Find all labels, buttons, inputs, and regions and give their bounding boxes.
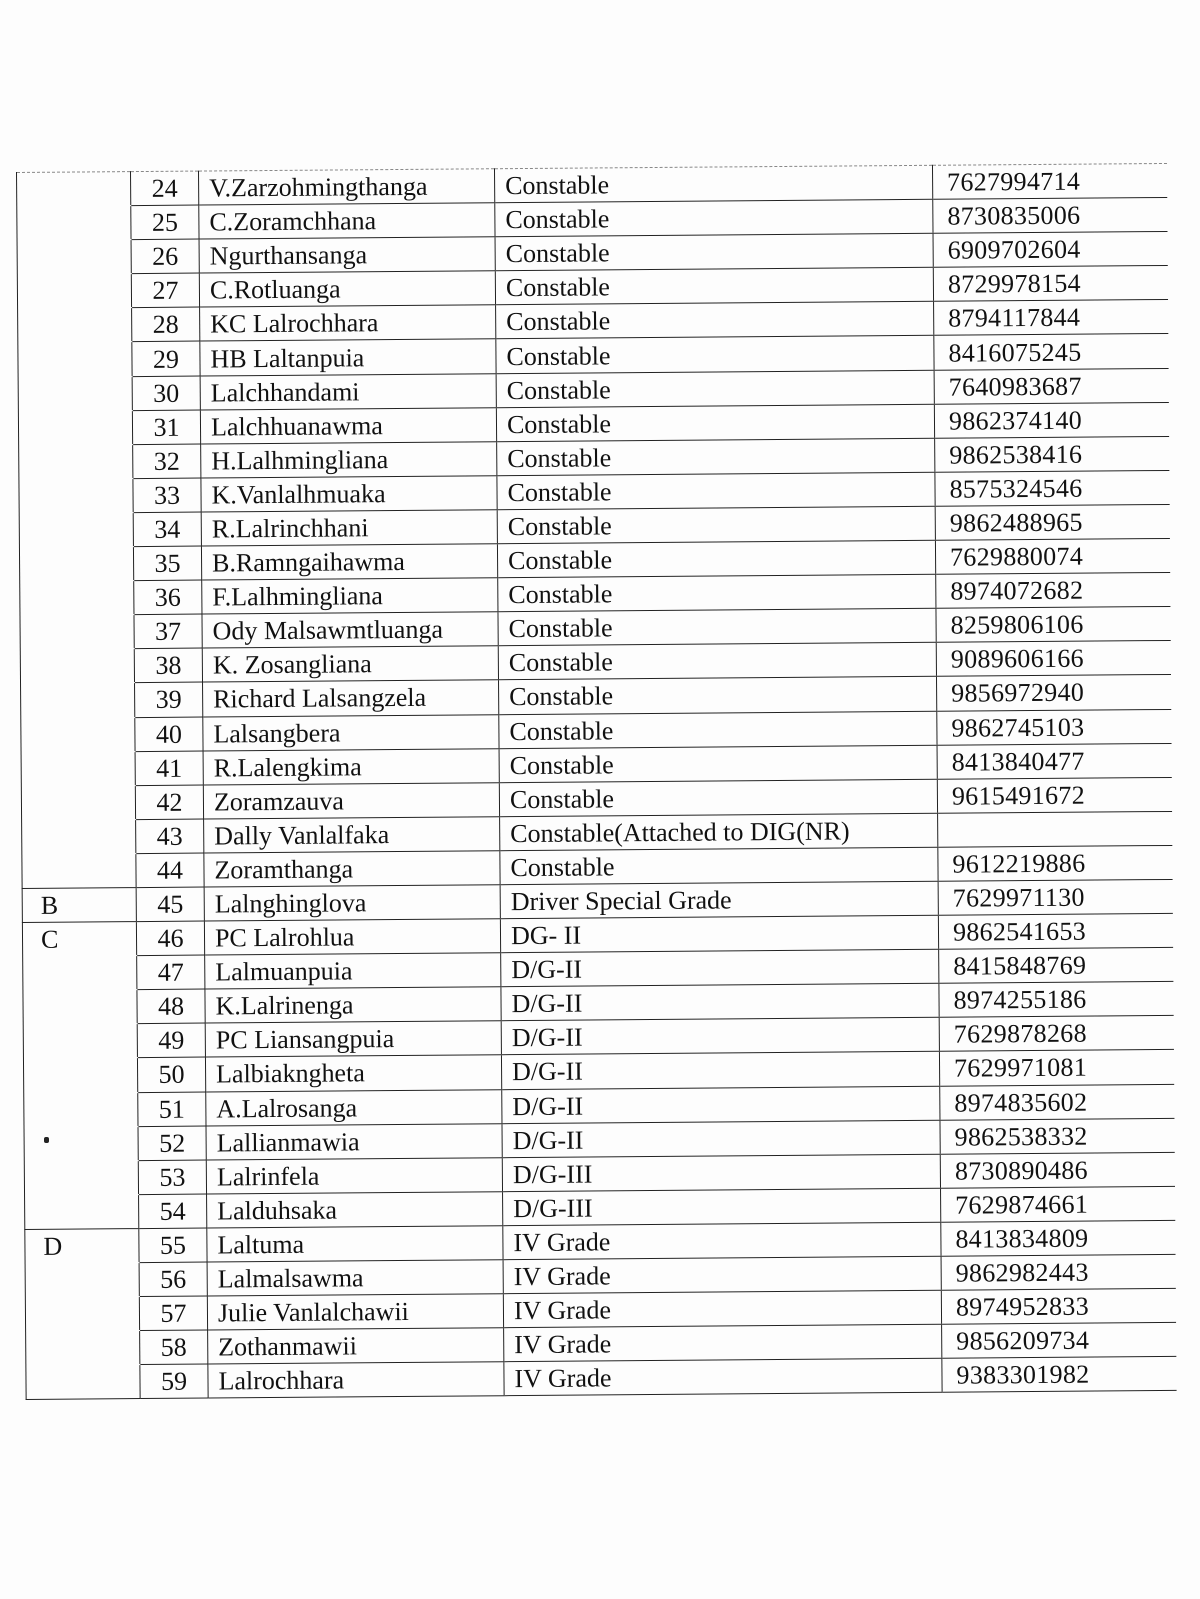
name-cell: Lalmuanpuia [205, 953, 501, 989]
designation-cell: Constable [495, 268, 933, 306]
designation-cell: IV Grade [503, 1256, 941, 1294]
phone-cell: 9862745103 [937, 709, 1171, 745]
designation-cell: Driver Special Grade [500, 881, 938, 919]
serial-number-cell: 26 [131, 239, 199, 274]
phone-cell: 7629874661 [941, 1186, 1175, 1222]
serial-number-cell: 59 [140, 1364, 208, 1399]
phone-cell: 9089606166 [936, 641, 1170, 677]
group-cell [20, 615, 134, 650]
phone-cell: 9612219886 [938, 845, 1172, 881]
serial-number-cell: 54 [139, 1194, 207, 1229]
phone-cell: 7627994714 [932, 163, 1166, 199]
designation-cell: IV Grade [504, 1324, 942, 1362]
phone-cell: 7629878268 [939, 1016, 1173, 1052]
serial-number-cell: 24 [131, 171, 199, 206]
designation-cell: Constable [499, 745, 937, 783]
name-cell: Lalrinfela [206, 1157, 502, 1193]
designation-cell: Constable [496, 302, 934, 340]
phone-cell: 8730890486 [940, 1152, 1174, 1188]
designation-cell: Constable [499, 779, 937, 817]
phone-cell: 9862541653 [938, 914, 1172, 950]
phone-cell: 9615491672 [937, 777, 1171, 813]
name-cell: Lalsangbera [203, 714, 499, 750]
name-cell: Lalbiakngheta [205, 1055, 501, 1091]
group-cell [20, 581, 134, 616]
name-cell: Lallianmawia [206, 1123, 502, 1159]
serial-number-cell: 48 [137, 989, 205, 1024]
serial-number-cell: 46 [136, 921, 204, 956]
name-cell: Zoramzauva [203, 782, 499, 818]
designation-cell: Constable [495, 199, 933, 237]
name-cell: K.Vanlalhmuaka [201, 476, 497, 512]
serial-number-cell: 42 [135, 785, 203, 820]
name-cell: Ngurthansanga [199, 237, 495, 273]
group-cell [18, 342, 132, 377]
serial-number-cell: 43 [136, 819, 204, 854]
group-cell [22, 853, 136, 888]
name-cell: Laltuma [207, 1226, 503, 1262]
group-cell [25, 1297, 139, 1332]
phone-cell: 8259806106 [936, 607, 1170, 643]
phone-cell: 9862538332 [940, 1118, 1174, 1154]
phone-cell: 9862982443 [941, 1254, 1175, 1290]
serial-number-cell: 44 [136, 853, 204, 888]
designation-cell: Constable [499, 677, 937, 715]
serial-number-cell: 51 [138, 1092, 206, 1127]
name-cell: Julie Vanlalchawii [207, 1294, 503, 1330]
designation-cell: D/G-II [501, 984, 939, 1022]
phone-cell [938, 811, 1172, 847]
name-cell: K.Lalrinenga [205, 987, 501, 1023]
group-cell [24, 1160, 138, 1195]
phone-cell: 9862538416 [935, 436, 1169, 472]
name-cell: B.Ramngaihawma [201, 544, 497, 580]
name-cell: Lalchhandami [200, 373, 496, 409]
group-cell [17, 172, 131, 207]
group-cell [21, 751, 135, 786]
designation-cell: D/G-III [502, 1154, 940, 1192]
designation-cell: Constable [494, 165, 932, 203]
phone-cell: 8729978154 [933, 266, 1167, 302]
phone-cell: 7629971081 [939, 1050, 1173, 1086]
name-cell: HB Laltanpuia [200, 339, 496, 375]
serial-number-cell: 29 [132, 342, 200, 377]
serial-number-cell: 56 [139, 1262, 207, 1297]
serial-number-cell: 27 [131, 273, 199, 308]
group-cell [19, 478, 133, 513]
group-cell [23, 990, 137, 1025]
serial-number-cell: 32 [133, 444, 201, 479]
group-cell [25, 1263, 139, 1298]
serial-number-cell: 55 [139, 1228, 207, 1263]
phone-cell: 9862374140 [934, 402, 1168, 438]
phone-cell: 8730835006 [933, 198, 1167, 234]
serial-number-cell: 30 [132, 376, 200, 411]
designation-cell: Constable [496, 336, 934, 374]
phone-cell: 8413834809 [941, 1220, 1175, 1256]
phone-cell: 9856209734 [942, 1323, 1176, 1359]
staff-roster-table [16, 163, 1176, 1400]
designation-cell: D/G-II [501, 1052, 939, 1090]
group-cell [21, 683, 135, 718]
group-cell [23, 956, 137, 991]
group-cell [19, 547, 133, 582]
phone-cell: 7640983687 [934, 368, 1168, 404]
group-cell [20, 649, 134, 684]
group-cell [17, 206, 131, 241]
name-cell: Ody Malsawmtluanga [202, 612, 498, 648]
designation-cell: Constable [498, 574, 936, 612]
serial-number-cell: 52 [138, 1126, 206, 1161]
phone-cell: 8575324546 [935, 470, 1169, 506]
phone-cell: 6909702604 [933, 232, 1167, 268]
group-cell [17, 274, 131, 309]
designation-cell: Constable [497, 438, 935, 476]
designation-cell: DG- II [500, 915, 938, 953]
group-cell: C [22, 922, 136, 957]
group-cell [19, 513, 133, 548]
designation-cell: D/G-II [501, 949, 939, 987]
serial-number-cell: 25 [131, 205, 199, 240]
group-cell [21, 785, 135, 820]
group-cell: B [22, 888, 136, 923]
name-cell: PC Liansangpuia [205, 1021, 501, 1057]
group-cell [23, 1058, 137, 1093]
name-cell: R.Lalengkima [203, 748, 499, 784]
designation-cell: IV Grade [504, 1359, 942, 1397]
designation-cell: Constable [499, 711, 937, 749]
name-cell: R.Lalrinchhani [201, 510, 497, 546]
name-cell: A.Lalrosanga [206, 1089, 502, 1125]
designation-cell: Constable [498, 643, 936, 681]
group-cell [18, 308, 132, 343]
designation-cell: Constable [496, 404, 934, 442]
designation-cell: Constable(Attached to DIG(NR) [500, 813, 938, 851]
name-cell: Lalmalsawma [207, 1260, 503, 1296]
group-cell [18, 376, 132, 411]
name-cell: Zothanmawii [208, 1328, 504, 1364]
group-cell [25, 1194, 139, 1229]
phone-cell: 8416075245 [934, 334, 1168, 370]
phone-cell: 8974072682 [936, 573, 1170, 609]
serial-number-cell: 37 [134, 614, 202, 649]
designation-cell: Constable [495, 233, 933, 271]
designation-cell: IV Grade [503, 1222, 941, 1260]
serial-number-cell: 47 [137, 955, 205, 990]
name-cell: Richard Lalsangzela [203, 680, 499, 716]
name-cell: Lalduhsaka [207, 1192, 503, 1228]
name-cell: Dally Vanlalfaka [204, 817, 500, 853]
designation-cell: Constable [497, 472, 935, 510]
group-cell [26, 1365, 140, 1400]
serial-number-cell: 58 [140, 1330, 208, 1365]
group-cell [17, 240, 131, 275]
group-cell [24, 1126, 138, 1161]
phone-cell: 7629880074 [935, 538, 1169, 574]
phone-cell: 9862488965 [935, 504, 1169, 540]
name-cell: H.Lalhmingliana [201, 441, 497, 477]
group-cell: D [25, 1228, 139, 1263]
designation-cell: IV Grade [503, 1290, 941, 1328]
phone-cell: 8974255186 [939, 982, 1173, 1018]
group-cell [21, 717, 135, 752]
serial-number-cell: 38 [134, 648, 202, 683]
designation-cell: Constable [497, 506, 935, 544]
serial-number-cell: 41 [135, 751, 203, 786]
phone-cell: 8415848769 [939, 948, 1173, 984]
designation-cell: Constable [497, 540, 935, 578]
designation-cell: D/G-II [501, 1018, 939, 1056]
serial-number-cell: 34 [133, 512, 201, 547]
serial-number-cell: 50 [137, 1057, 205, 1092]
name-cell: C.Zoramchhana [199, 203, 495, 239]
designation-cell: D/G-II [502, 1086, 940, 1124]
group-cell [24, 1092, 138, 1127]
group-cell [18, 410, 132, 445]
designation-cell: Constable [496, 370, 934, 408]
phone-cell: 8413840477 [937, 743, 1171, 779]
serial-number-cell: 36 [134, 580, 202, 615]
designation-cell: D/G-III [503, 1188, 941, 1226]
designation-cell: Constable [498, 609, 936, 647]
name-cell: V.Zarzohmingthanga [198, 169, 494, 205]
phone-cell: 7629971130 [938, 879, 1172, 915]
phone-cell: 8974835602 [940, 1084, 1174, 1120]
serial-number-cell: 57 [139, 1296, 207, 1331]
phone-cell: 9383301982 [942, 1357, 1176, 1393]
group-cell [26, 1331, 140, 1366]
name-cell: PC Lalrohlua [204, 919, 500, 955]
serial-number-cell: 53 [138, 1160, 206, 1195]
phone-cell: 9856972940 [936, 675, 1170, 711]
name-cell: Lalnghinglova [204, 885, 500, 921]
scan-speck [44, 1137, 49, 1143]
group-cell [22, 819, 136, 854]
name-cell: F.Lalhmingliana [202, 578, 498, 614]
serial-number-cell: 39 [135, 682, 203, 717]
name-cell: C.Rotluanga [199, 271, 495, 307]
group-cell [23, 1024, 137, 1059]
phone-cell: 8794117844 [934, 300, 1168, 336]
designation-cell: Constable [500, 847, 938, 885]
group-cell [19, 444, 133, 479]
serial-number-cell: 28 [132, 307, 200, 342]
name-cell: KC Lalrochhara [200, 305, 496, 341]
serial-number-cell: 45 [136, 887, 204, 922]
serial-number-cell: 35 [133, 546, 201, 581]
phone-cell: 8974952833 [941, 1289, 1175, 1325]
name-cell: K. Zosangliana [202, 646, 498, 682]
serial-number-cell: 31 [132, 410, 200, 445]
name-cell: Lalrochhara [208, 1362, 504, 1398]
designation-cell: D/G-II [502, 1120, 940, 1158]
name-cell: Lalchhuanawma [200, 407, 496, 443]
serial-number-cell: 49 [137, 1023, 205, 1058]
serial-number-cell: 40 [135, 717, 203, 752]
roster-body [17, 163, 1177, 1399]
serial-number-cell: 33 [133, 478, 201, 513]
name-cell: Zoramthanga [204, 851, 500, 887]
